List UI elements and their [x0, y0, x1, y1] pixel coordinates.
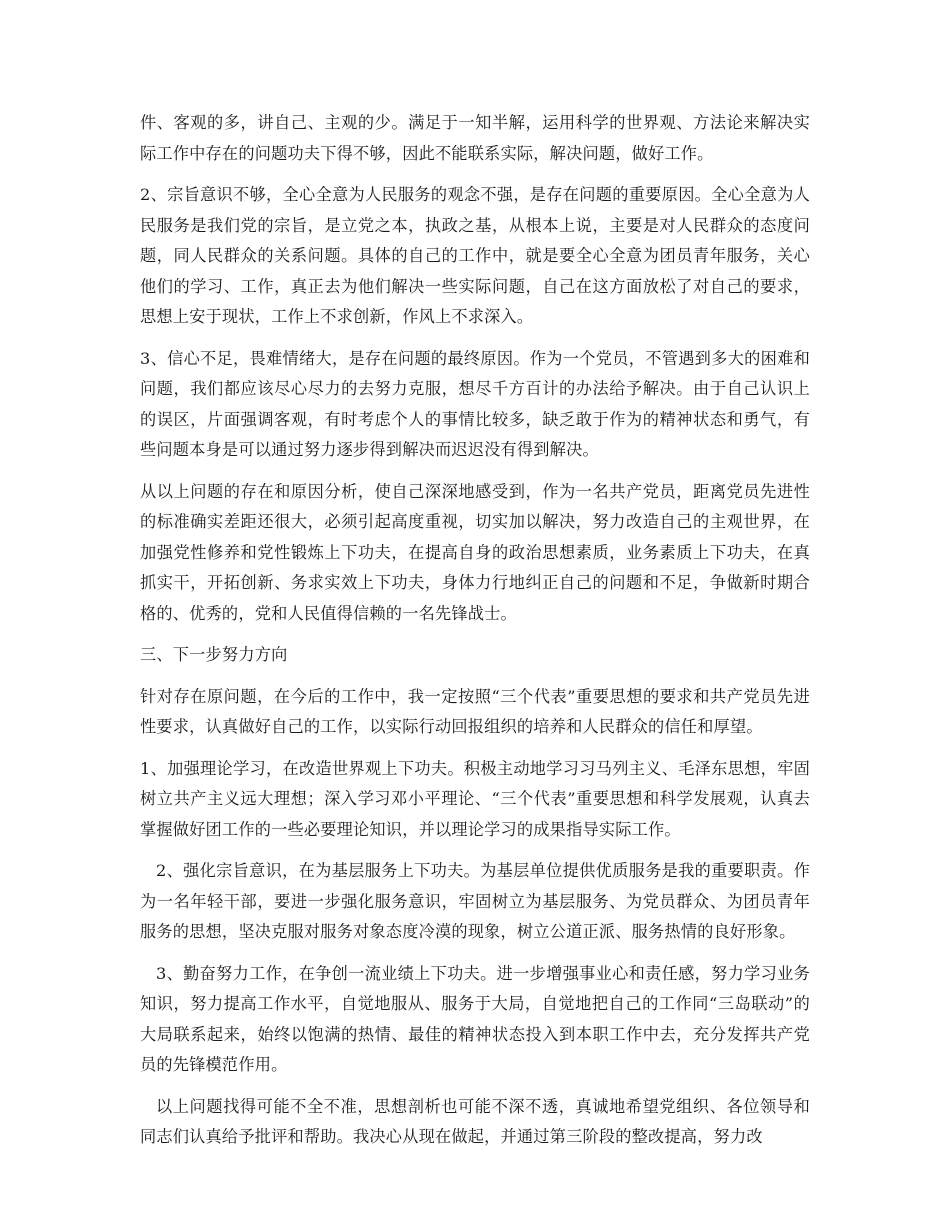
paragraph-direction-1: 1、加强理论学习，在改造世界观上下功夫。积极主动地学习习马列主义、毛泽东思想，牢固树立共产主义远大理想；深入学习邓小平理论、“三个代表”重要思想和科学发展观，认真去掌握做好团工作的一些必要理论知识，并以理论学习的成果指导实际工作。 — [140, 758, 810, 839]
paragraph-closing: 以上问题找得可能不全不准，思想剖析也可能不深不透，真诚地希望党组织、各位领导和同志们认真给予批评和帮助。我决心从现在做起，并通过第三阶段的整改提高，努力改 — [140, 1096, 810, 1146]
paragraph-point-3: 3、信心不足，畏难情绪大，是存在问题的最终原因。作为一个党员，不管遇到多大的困难和问题，我们都应该尽心尽力的去努力克服，想尽千方百计的办法给予解决。由于自己认识上的误区，片面强调客观，有时考虑个人的事情比较多，缺乏敢于作为的精神状态和勇气，有些问题本身是可以通过努力逐步得到解决而迟迟没有得到解决。 — [140, 348, 810, 459]
paragraph-direction-2: 2、强化宗旨意识，在为基层服务上下功夫。为基层单位提供优质服务是我的重要职责。作为一名年轻干部，要进一步强化服务意识，牢固树立为基层服务、为党员群众、为团员青年服务的思想，坚决克服对服务对象态度冷漠的现象，树立公道正派、服务热情的良好形象。 — [140, 861, 810, 941]
section-heading: 三、下一步努力方向 — [140, 645, 288, 664]
paragraph-point-2: 2、宗旨意识不够，全心全意为人民服务的观念不强，是存在问题的重要原因。全心全意为人民服务是我们党的宗旨，是立党之本，执政之基，从根本上说，主要是对人民群众的态度问题，同人民群众的关系问题。具体的自己的工作中，就是要全心全意为团员青年服务，关心他们的学习、工作，真正去为他们解决一些实际问题，自己在这方面放松了对自己的要求，思想上安于现状，工作上不求创新，作风上不求深入。 — [140, 185, 810, 326]
paragraph-direction-3: 3、勤奋努力工作，在争创一流业绩上下功夫。进一步增强事业心和责任感，努力学习业务知识，努力提高工作水平，自觉地服从、服务于大局，自觉地把自己的工作同“三岛联动”的大局联系起来，始终以饱满的热情、最佳的精神状态投入到本职工作中去，充分发挥共产党员的先锋模范作用。 — [140, 963, 810, 1074]
paragraph-continuation: 件、客观的多，讲自己、主观的少。满足于一知半解，运用科学的世界观、方法论来解决实际工作中存在的问题功夫下得不够，因此不能联系实际，解决问题，做好工作。 — [140, 113, 810, 163]
paragraph-intro: 针对存在原问题，在今后的工作中，我一定按照“三个代表”重要思想的要求和共产党员先进性要求，认真做好自己的工作，以实际行动回报组织的培养和人民群众的信任和厚望。 — [140, 686, 810, 736]
paragraph-analysis: 从以上问题的存在和原因分析，使自己深深地感受到，作为一名共产党员，距离党员先进性的标准确实差距还很大，必须引起高度重视，切实加以解决，努力改造自己的主观世界，在加强党性修养和党性锻炼上下功夫，在提高自身的政治思想素质，业务素质上下功夫，在真抓实干，开拓创新、务求实效上下功夫，身体力行地纠正自己的问题和不足，争做新时期合格的、优秀的，党和人民值得信赖的一名先锋战士。 — [140, 481, 810, 623]
document-body — [140, 108, 810, 1164]
